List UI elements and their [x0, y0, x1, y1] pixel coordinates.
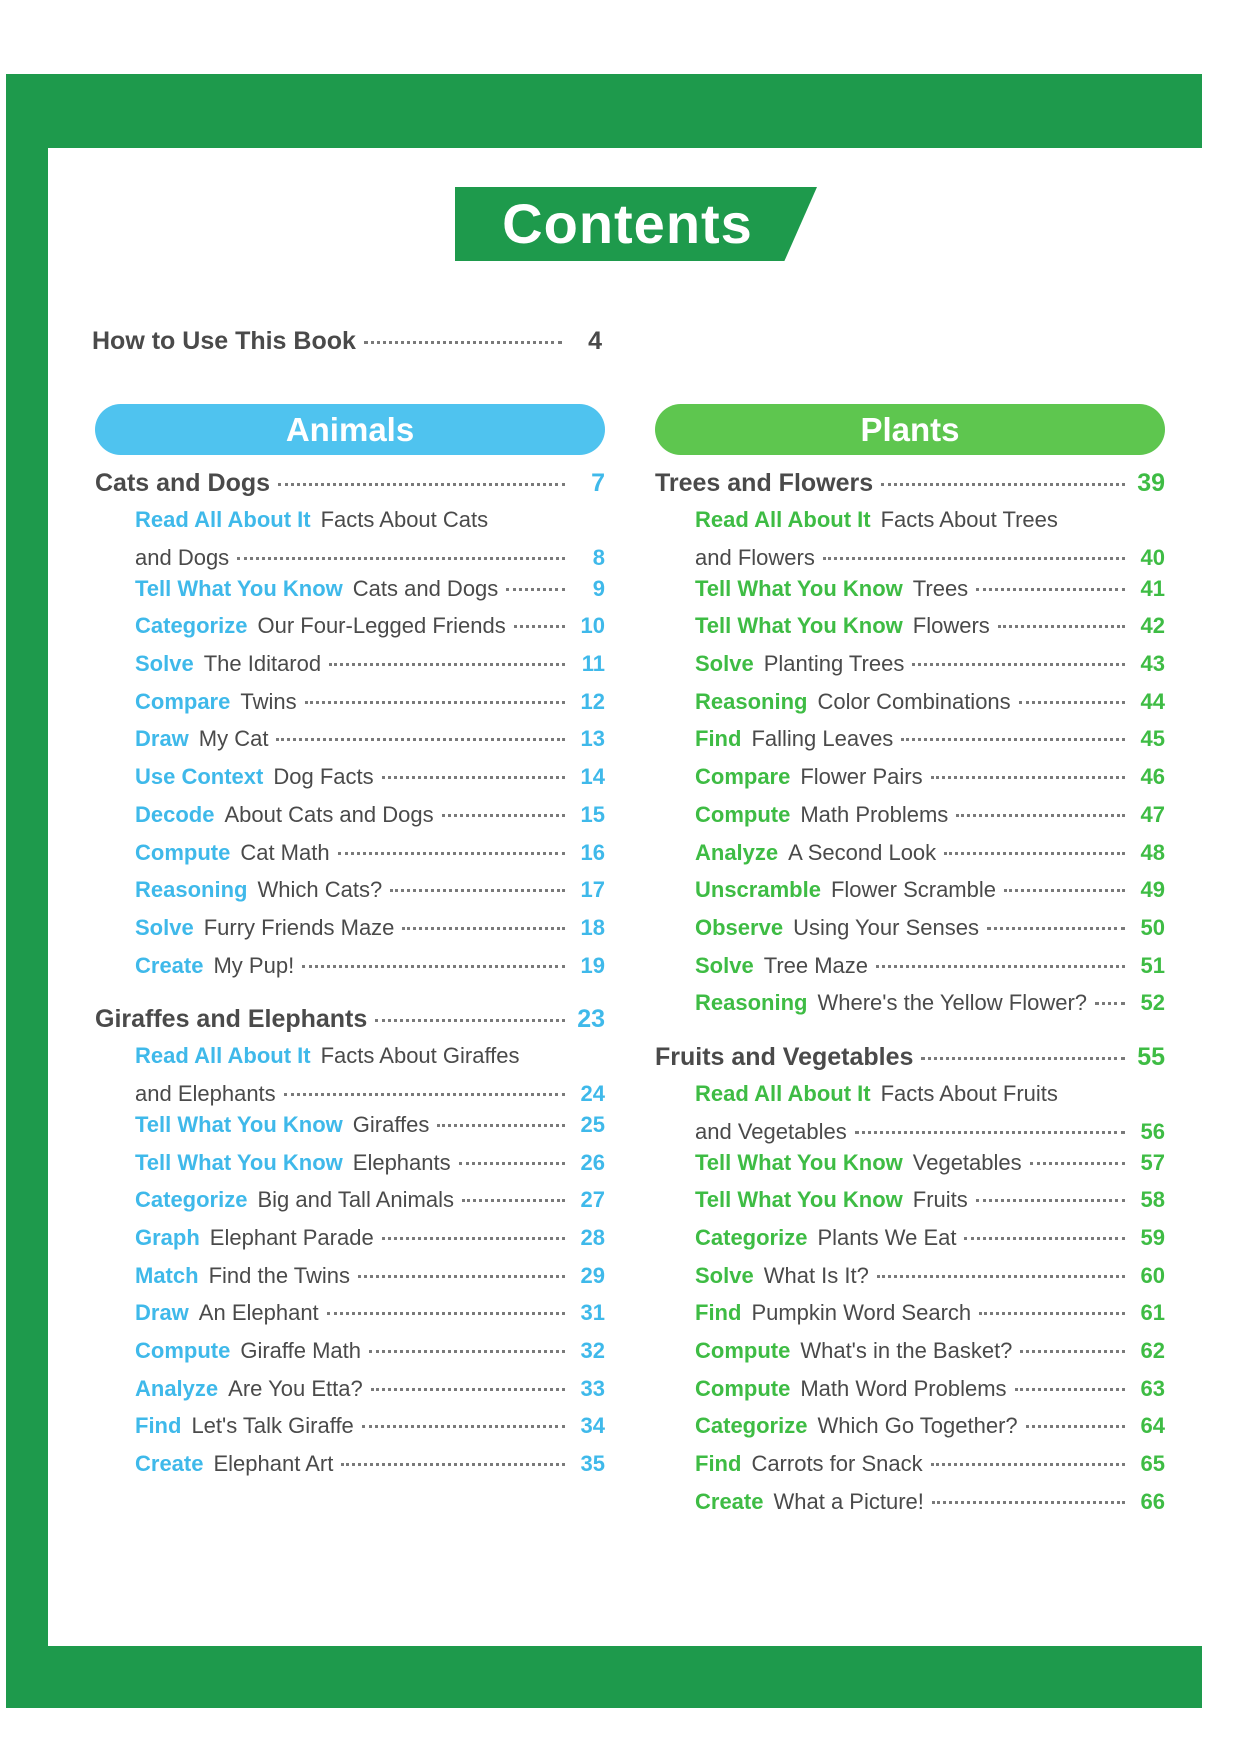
- entry-page: 59: [1140, 1225, 1165, 1250]
- entry-keyword: Categorize: [135, 613, 248, 639]
- dot-leader: [284, 1093, 565, 1096]
- dot-leader: [390, 889, 565, 892]
- entry-keyword: Categorize: [695, 1225, 808, 1250]
- entry-title-continuation: and Dogs: [135, 544, 230, 570]
- entry-page: 27: [580, 1187, 605, 1213]
- entry-page: 33: [580, 1375, 605, 1401]
- entry-title: A Second Look: [788, 839, 937, 865]
- entry-keyword: Compute: [135, 1338, 231, 1364]
- entry-keyword: Solve: [695, 952, 754, 978]
- dot-leader: [506, 588, 565, 591]
- entry-title-continuation: and Elephants: [135, 1080, 276, 1106]
- entry-title-continuation: and Vegetables: [695, 1118, 847, 1144]
- toc-entry[interactable]: [95, 1187, 605, 1225]
- dot-leader: [931, 1463, 1125, 1466]
- toc-entry[interactable]: [95, 1376, 605, 1414]
- dot-leader: [364, 341, 562, 344]
- dot-leader: [932, 1501, 1125, 1504]
- entry-title: Which Go Together?: [817, 1413, 1018, 1439]
- entry-keyword: Draw: [135, 726, 189, 752]
- entry-page: 18: [580, 914, 605, 940]
- toc-entry[interactable]: [95, 507, 605, 545]
- entry-title: Furry Friends Maze: [203, 914, 395, 940]
- entry-page: 63: [1140, 1375, 1165, 1401]
- entry-title: Facts About Cats: [320, 507, 489, 532]
- toc-entry[interactable]: [95, 915, 605, 953]
- toc-entry[interactable]: [655, 1489, 1165, 1527]
- entry-page: 50: [1140, 914, 1165, 940]
- toc-entry[interactable]: [655, 990, 1165, 1028]
- entry-keyword: Categorize: [695, 1413, 808, 1439]
- entry-keyword: Create: [135, 1451, 204, 1477]
- entry-title: Let's Talk Giraffe: [191, 1413, 354, 1439]
- entry-title: Trees: [912, 575, 969, 601]
- dot-leader: [931, 776, 1125, 779]
- dot-leader: [979, 1312, 1125, 1315]
- toc-entry[interactable]: [95, 1043, 605, 1081]
- entry-title-continuation: and Flowers: [695, 544, 815, 570]
- entry-keyword: Read All About It: [135, 1043, 311, 1069]
- entry-title: Elephants: [352, 1149, 451, 1175]
- dot-leader: [382, 776, 565, 779]
- entry-title: Where's the Yellow Flower?: [817, 990, 1088, 1016]
- entry-keyword: Tell What You Know: [695, 575, 903, 601]
- entry-keyword: Compare: [135, 688, 231, 714]
- entry-title: About Cats and Dogs: [224, 801, 434, 827]
- entry-keyword: Draw: [135, 1300, 189, 1326]
- dot-leader: [964, 1237, 1125, 1240]
- entry-keyword: Compute: [695, 801, 791, 827]
- entry-page: 43: [1140, 651, 1165, 677]
- entry-page: 17: [580, 877, 605, 903]
- toc-entry[interactable]: [655, 1413, 1165, 1451]
- page-title: Contents: [502, 192, 753, 255]
- dot-leader: [338, 852, 565, 855]
- entry-page: 61: [1140, 1300, 1165, 1326]
- toc-entry[interactable]: [95, 576, 605, 614]
- dot-leader: [1026, 1425, 1125, 1428]
- toc-entry[interactable]: [655, 840, 1165, 878]
- toc-entry[interactable]: [655, 877, 1165, 915]
- entry-page: 58: [1140, 1187, 1165, 1213]
- dot-leader: [876, 965, 1125, 968]
- entry-keyword: Compute: [135, 839, 231, 865]
- entry-keyword: Categorize: [135, 1187, 248, 1213]
- dot-leader: [341, 1463, 565, 1466]
- entry-page: 65: [1140, 1451, 1165, 1477]
- entry-keyword: Analyze: [135, 1375, 219, 1401]
- dot-leader: [823, 557, 1125, 560]
- section-row[interactable]: [655, 1043, 1165, 1081]
- toc-entry[interactable]: [95, 953, 605, 991]
- toc-entry[interactable]: [95, 764, 605, 802]
- entry-title: Fruits: [912, 1187, 968, 1213]
- entry-title: Elephant Art: [213, 1451, 334, 1477]
- entry-keyword: Tell What You Know: [695, 1149, 903, 1175]
- dot-leader: [237, 557, 565, 560]
- entry-keyword: Tell What You Know: [695, 613, 903, 639]
- entry-keyword: Tell What You Know: [135, 1111, 343, 1137]
- animals-heading: Animals: [95, 404, 605, 455]
- toc-entry[interactable]: [655, 651, 1165, 689]
- how-to-use-page: 4: [588, 327, 602, 355]
- dot-leader: [437, 1124, 565, 1127]
- toc-entry[interactable]: [655, 1187, 1165, 1225]
- toc-entry[interactable]: [655, 1300, 1165, 1338]
- dot-leader: [1030, 1162, 1125, 1165]
- entry-page: 52: [1140, 990, 1165, 1016]
- entry-keyword: Find: [135, 1413, 182, 1439]
- entry-page: 32: [580, 1338, 605, 1364]
- dot-leader: [901, 738, 1125, 741]
- entry-page: 11: [581, 651, 605, 677]
- toc-entry[interactable]: [95, 1225, 605, 1263]
- entry-page: 16: [580, 839, 605, 865]
- entry-keyword: Tell What You Know: [695, 1187, 903, 1213]
- entry-page: 57: [1140, 1149, 1165, 1175]
- entry-title: Math Problems: [800, 801, 949, 827]
- entry-title: Which Cats?: [257, 877, 383, 903]
- entry-page: 31: [580, 1300, 605, 1326]
- entry-keyword: Analyze: [695, 839, 779, 865]
- entry-page: 46: [1140, 764, 1165, 790]
- entry-page: 42: [1140, 613, 1165, 639]
- dot-leader: [514, 625, 565, 628]
- entry-title: My Pup!: [213, 952, 295, 978]
- entry-keyword: Find: [695, 1300, 742, 1326]
- entry-title: Find the Twins: [208, 1262, 351, 1288]
- toc-entry-continuation[interactable]: [95, 1081, 605, 1112]
- toc-entry[interactable]: [95, 1263, 605, 1301]
- entry-page: 13: [580, 726, 605, 752]
- toc-entry-continuation[interactable]: [95, 545, 605, 576]
- dot-leader: [921, 1057, 1125, 1060]
- entry-page: 24: [580, 1080, 605, 1106]
- entry-keyword: Read All About It: [695, 1080, 871, 1106]
- section-title: Trees and Flowers: [655, 469, 874, 497]
- entry-title: What a Picture!: [773, 1488, 924, 1514]
- dot-leader: [276, 738, 565, 741]
- entry-title: An Elephant: [198, 1300, 319, 1326]
- entry-title: Falling Leaves: [751, 726, 894, 752]
- toc-entry[interactable]: [655, 613, 1165, 651]
- dot-leader: [442, 814, 565, 817]
- toc-entry[interactable]: [95, 802, 605, 840]
- entry-page: 29: [580, 1262, 605, 1288]
- dot-leader: [1019, 701, 1125, 704]
- dot-leader: [1015, 1388, 1125, 1391]
- entry-keyword: Compute: [695, 1375, 791, 1401]
- entry-keyword: Match: [135, 1262, 199, 1288]
- toc-entry[interactable]: [655, 507, 1165, 545]
- toc-entry[interactable]: [655, 1225, 1165, 1263]
- toc-entry[interactable]: [655, 1376, 1165, 1414]
- entry-page: 56: [1140, 1118, 1165, 1144]
- section-page: 7: [591, 469, 605, 497]
- toc-entry[interactable]: [655, 1150, 1165, 1188]
- entry-title: Plants We Eat: [817, 1225, 957, 1250]
- toc-entry[interactable]: [95, 726, 605, 764]
- entry-page: 35: [580, 1451, 605, 1477]
- entry-title: Big and Tall Animals: [257, 1187, 454, 1213]
- toc-entry-continuation[interactable]: [655, 1119, 1165, 1150]
- entry-page: 10: [580, 613, 605, 639]
- entry-title: Planting Trees: [763, 651, 905, 677]
- entry-keyword: Find: [695, 1451, 742, 1477]
- entry-keyword: Tell What You Know: [135, 575, 343, 601]
- entry-title: Facts About Trees: [880, 507, 1058, 532]
- toc-entry[interactable]: [95, 613, 605, 651]
- animals-column: [95, 404, 605, 1489]
- dot-leader: [358, 1275, 565, 1278]
- entry-title: Are You Etta?: [228, 1375, 363, 1401]
- entry-keyword: Create: [135, 952, 204, 978]
- dot-leader: [877, 1275, 1125, 1278]
- entry-keyword: Solve: [135, 914, 194, 940]
- how-to-use-title: How to Use This Book: [92, 327, 356, 355]
- entry-title: Math Word Problems: [800, 1375, 1007, 1401]
- entry-page: 34: [580, 1413, 605, 1439]
- dot-leader: [998, 625, 1125, 628]
- dot-leader: [375, 1019, 565, 1022]
- entry-title: Our Four-Legged Friends: [257, 613, 506, 639]
- dot-leader: [459, 1162, 565, 1165]
- toc-entry[interactable]: [655, 1263, 1165, 1301]
- entry-page: 12: [580, 688, 605, 714]
- dot-leader: [462, 1199, 565, 1202]
- entry-page: 9: [592, 575, 605, 601]
- animals-list: [95, 469, 605, 1489]
- entry-keyword: Compare: [695, 764, 791, 790]
- entry-page: 48: [1140, 839, 1165, 865]
- dot-leader: [976, 588, 1125, 591]
- entry-title: Vegetables: [912, 1149, 1022, 1175]
- entry-keyword: Tell What You Know: [135, 1149, 343, 1175]
- entry-page: 28: [580, 1225, 605, 1250]
- toc-entry[interactable]: [95, 689, 605, 727]
- entry-title: Twins: [240, 688, 297, 714]
- entry-page: 26: [580, 1149, 605, 1175]
- entry-keyword: Read All About It: [695, 507, 871, 532]
- entry-keyword: Compute: [695, 1338, 791, 1364]
- dot-leader: [1004, 889, 1125, 892]
- section-title: Cats and Dogs: [95, 469, 271, 497]
- entry-title: Cats and Dogs: [352, 575, 499, 601]
- entry-page: 60: [1140, 1262, 1165, 1288]
- plants-heading: Plants: [655, 404, 1165, 455]
- entry-page: 66: [1140, 1488, 1165, 1514]
- toc-entry[interactable]: [95, 1300, 605, 1338]
- section-title: Fruits and Vegetables: [655, 1042, 914, 1071]
- entry-keyword: Reasoning: [695, 990, 808, 1016]
- toc-entry[interactable]: [95, 651, 605, 689]
- dot-leader: [956, 814, 1125, 817]
- entry-keyword: Solve: [695, 651, 754, 677]
- toc-entry[interactable]: [95, 877, 605, 915]
- toc-entry[interactable]: [655, 576, 1165, 614]
- dot-leader: [305, 701, 565, 704]
- entry-title: Dog Facts: [273, 764, 374, 790]
- toc-entry[interactable]: [655, 689, 1165, 727]
- dot-leader: [976, 1199, 1125, 1202]
- dot-leader: [371, 1388, 565, 1391]
- dot-leader: [881, 483, 1125, 486]
- frame-bottom-bar: [6, 1646, 1202, 1708]
- section-row[interactable]: [655, 469, 1165, 507]
- entry-page: 49: [1140, 877, 1165, 903]
- dot-leader: [1020, 1350, 1125, 1353]
- toc-entry-continuation[interactable]: [655, 545, 1165, 576]
- entry-title: Carrots for Snack: [751, 1451, 923, 1477]
- section-row[interactable]: [95, 469, 605, 507]
- toc-entry[interactable]: [95, 1112, 605, 1150]
- entry-title: Elephant Parade: [209, 1225, 374, 1250]
- entry-title: Giraffe Math: [240, 1338, 361, 1364]
- section-row[interactable]: [95, 1005, 605, 1043]
- section-page: 55: [1137, 1042, 1165, 1071]
- plants-list: [655, 469, 1165, 1527]
- entry-title: Flowers: [912, 613, 990, 639]
- how-to-use-entry[interactable]: [92, 327, 602, 367]
- section-page: 23: [577, 1005, 605, 1034]
- frame-left-bar: [6, 74, 48, 1708]
- entry-title: My Cat: [198, 726, 269, 752]
- dot-leader: [912, 663, 1125, 666]
- dot-leader: [402, 927, 565, 930]
- entry-title: Using Your Senses: [793, 914, 979, 940]
- dot-leader: [1095, 1002, 1125, 1005]
- entry-keyword: Graph: [135, 1225, 200, 1250]
- entry-title: Flower Scramble: [830, 877, 996, 903]
- entry-keyword: Unscramble: [695, 877, 821, 903]
- entry-page: 8: [592, 544, 605, 570]
- entry-page: 62: [1140, 1338, 1165, 1364]
- entry-page: 44: [1140, 688, 1165, 714]
- entry-page: 64: [1140, 1413, 1165, 1439]
- dot-leader: [369, 1350, 565, 1353]
- entry-page: 47: [1140, 801, 1165, 827]
- entry-page: 14: [580, 764, 605, 790]
- frame-top-bar: [6, 74, 1202, 148]
- toc-entry[interactable]: [95, 1451, 605, 1489]
- entry-title: Color Combinations: [817, 688, 1011, 714]
- entry-keyword: Use Context: [135, 764, 264, 790]
- entry-keyword: Read All About It: [135, 507, 311, 532]
- entry-keyword: Reasoning: [695, 688, 808, 714]
- entry-keyword: Find: [695, 726, 742, 752]
- toc-entry[interactable]: [95, 1413, 605, 1451]
- entry-keyword: Solve: [135, 651, 194, 677]
- entry-page: 19: [580, 952, 605, 978]
- entry-keyword: Create: [695, 1488, 764, 1514]
- toc-entry[interactable]: [655, 802, 1165, 840]
- toc-entry[interactable]: [655, 1338, 1165, 1376]
- entry-page: 25: [580, 1111, 605, 1137]
- toc-entry[interactable]: [95, 1150, 605, 1188]
- entry-page: 41: [1140, 575, 1165, 601]
- dot-leader: [327, 1312, 565, 1315]
- entry-title: Flower Pairs: [800, 764, 923, 790]
- entry-title: What Is It?: [763, 1262, 869, 1288]
- entry-title: Cat Math: [240, 839, 330, 865]
- entry-title: Tree Maze: [763, 952, 869, 978]
- entry-keyword: Observe: [695, 914, 784, 940]
- entry-title: The Iditarod: [203, 651, 322, 677]
- entry-keyword: Solve: [695, 1262, 754, 1288]
- toc-entry[interactable]: [95, 1338, 605, 1376]
- entry-page: 45: [1140, 726, 1165, 752]
- entry-title: Facts About Fruits: [880, 1080, 1058, 1106]
- entry-page: 51: [1140, 952, 1165, 978]
- entry-keyword: Reasoning: [135, 877, 248, 903]
- dot-leader: [362, 1425, 565, 1428]
- toc-entry[interactable]: [655, 1081, 1165, 1119]
- toc-entry[interactable]: [655, 764, 1165, 802]
- entry-page: 15: [580, 801, 605, 827]
- entry-page: 40: [1140, 544, 1165, 570]
- dot-leader: [278, 483, 565, 486]
- toc-entry[interactable]: [95, 840, 605, 878]
- plants-column: [655, 404, 1165, 1527]
- toc-entry[interactable]: [655, 1451, 1165, 1489]
- dot-leader: [329, 663, 565, 666]
- entry-keyword: Decode: [135, 801, 215, 827]
- entry-title: What's in the Basket?: [800, 1338, 1013, 1364]
- dot-leader: [382, 1237, 565, 1240]
- entry-title: Pumpkin Word Search: [751, 1300, 972, 1326]
- section-title: Giraffes and Elephants: [95, 1005, 368, 1034]
- entry-title: Facts About Giraffes: [320, 1043, 520, 1069]
- dot-leader: [944, 852, 1125, 855]
- toc-entry[interactable]: [655, 915, 1165, 953]
- dot-leader: [987, 927, 1125, 930]
- dot-leader: [855, 1131, 1125, 1134]
- toc-entry[interactable]: [655, 726, 1165, 764]
- section-page: 39: [1137, 469, 1165, 497]
- toc-entry[interactable]: [655, 953, 1165, 991]
- entry-title: Giraffes: [352, 1111, 430, 1137]
- dot-leader: [302, 965, 565, 968]
